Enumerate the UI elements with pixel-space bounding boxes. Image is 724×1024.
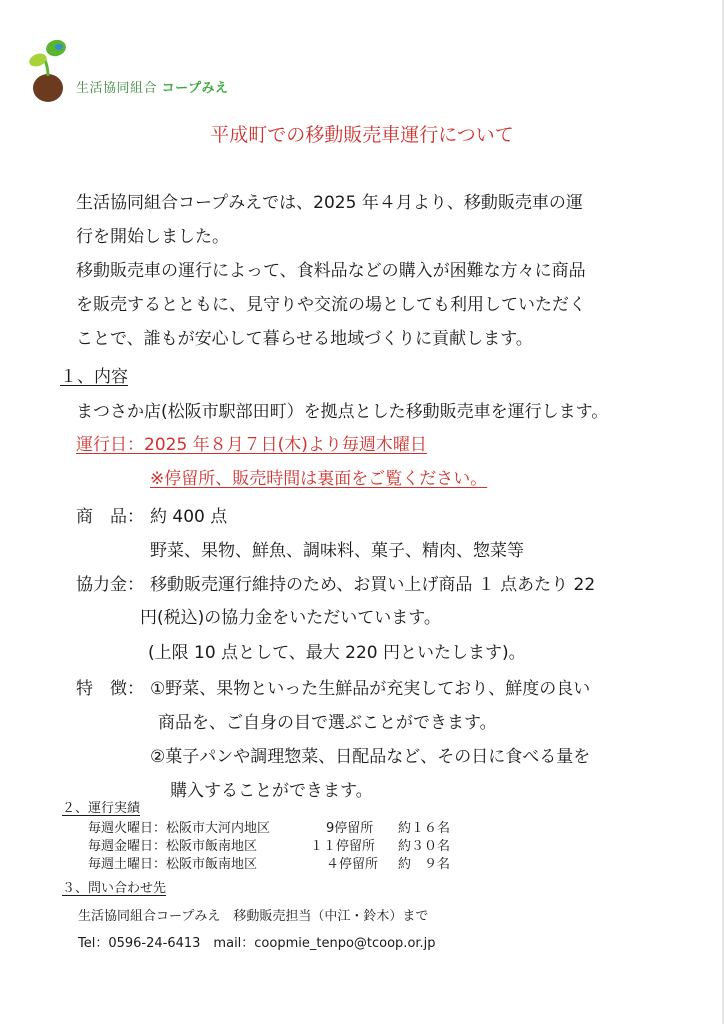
section2-heading: ２、運行実績	[62, 801, 141, 816]
section1-line1: まつさか店(松阪市駅部田町）を拠点とした移動販売車を運行します。	[76, 402, 609, 422]
section1-heading: １、内容	[60, 367, 128, 387]
fee-label: 協力金：	[76, 575, 144, 595]
page-title: 平成町での移動販売車運行について	[210, 124, 514, 146]
contact-line: 生活協同組合コープみえ 移動販売担当（中江・鈴木）まで	[78, 909, 429, 924]
record-row-1-stops: 9停留所	[326, 821, 374, 836]
logo-brand: コープみえ	[161, 81, 229, 96]
feature2-line-2: 購入することができます。	[170, 781, 373, 801]
goods-value: 約 400 点	[150, 507, 228, 527]
intro-line-4: を販売するとともに、見守りや交流の場としても利用していただく	[76, 295, 586, 315]
fee-line-1: 移動販売運行維持のため、お買い上げ商品 １ 点あたり 22	[150, 575, 596, 595]
record-row-2-people: 約３０名	[398, 839, 451, 854]
record-row-1-people: 約１６名	[398, 821, 451, 836]
record-row-2-stops: １１停留所	[310, 839, 376, 854]
feature2-line-1: ②菓子パンや調理惣菜、日配品など、その日に食べる量を	[150, 747, 591, 767]
feature1-line-2: 商品を、ご自身の目で選ぶことができます。	[158, 713, 497, 733]
intro-line-3: 移動販売車の運行によって、食料品などの購入が困難な方々に商品	[76, 261, 586, 281]
record-row-2-day: 毎週金曜日：松阪市飯南地区	[88, 839, 258, 854]
coop-logo-icon	[26, 38, 72, 104]
record-row-3-stops: ４停留所	[326, 857, 379, 872]
record-row-3-day: 毎週土曜日：松阪市飯南地区	[88, 857, 258, 872]
intro-line-2: 行を開始しました。	[76, 227, 229, 247]
fee-line-3: (上限 10 点として、最大 220 円といたします)。	[148, 643, 526, 663]
feature1-line-1: ①野菜、果物といった生鮮品が充実しており、鮮度の良い	[150, 679, 591, 699]
logo-text	[76, 77, 229, 96]
section3-heading: ３、問い合わせ先	[62, 881, 167, 896]
goods-detail: 野菜、果物、鮮魚、調味料、菓子、精肉、惣菜等	[150, 541, 524, 561]
goods-label: 商 品：	[76, 507, 144, 527]
tel-mail-line: Tel：0596-24-6413 mail：coopmie_tenpo@tcoop.or.jp	[78, 936, 436, 951]
logo-org: 生活協同組合	[76, 81, 158, 96]
intro-line-1: 生活協同組合コープみえでは、2025 年４月より、移動販売車の運	[76, 193, 583, 213]
stop-note: ※停留所、販売時間は裏面をご覧ください。	[150, 469, 488, 489]
record-row-1-day: 毎週火曜日：松阪市大河内地区	[88, 821, 271, 836]
feature-label: 特 徴：	[76, 679, 144, 699]
run-day: 運行日：2025 年８月７日(木)より毎週木曜日	[76, 435, 427, 455]
intro-line-5: ことで、誰もが安心して暮らせる地域づくりに貢献します。	[76, 329, 533, 349]
fee-line-2: 円(税込)の協力金をいただいています。	[140, 608, 441, 628]
record-row-3-people: 約 ９名	[398, 857, 451, 872]
